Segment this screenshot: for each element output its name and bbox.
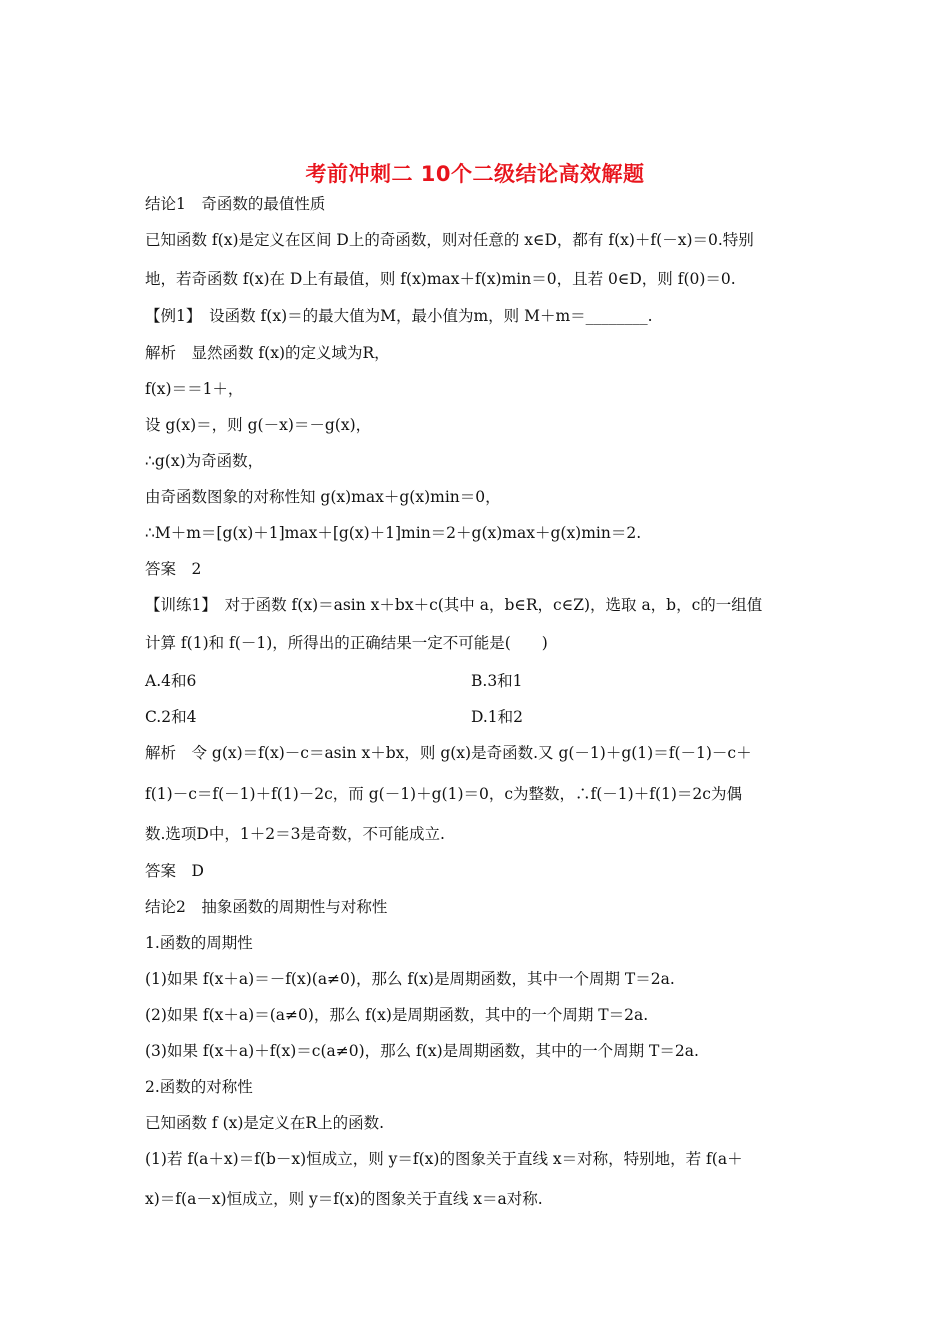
periodicity-item-1: (1)如果 f(x＋a)＝－f(x)(a≠0)，那么 f(x)是周期函数，其中一个周期 T＝2a. bbox=[145, 970, 675, 988]
symmetry-item-1: (1)若 f(a＋x)＝f(b－x)恒成立，则 y＝f(x)的图象关于直线 x＝对称，特别地，若 f(a＋ bbox=[145, 1150, 743, 1168]
paragraph-line: 地，若奇函数 f(x)在 D上有最值，则 f(x)max＋f(x)min＝0，且若 0∈D，则 f(0)＝0. bbox=[145, 270, 736, 288]
example-1-question: 【例1】 设函数 f(x)＝的最大值为M，最小值为m，则 M＋m＝________. bbox=[145, 307, 653, 325]
option-b: B.3和1 bbox=[471, 672, 523, 690]
solution-line: ∴M＋m＝[g(x)＋1]max＋[g(x)＋1]min＝2＋g(x)max＋g(x)min＝2. bbox=[145, 524, 642, 542]
periodicity-item-2: (2)如果 f(x＋a)＝(a≠0)，那么 f(x)是周期函数，其中的一个周期 T＝2a. bbox=[145, 1006, 649, 1024]
solution-line: f(x)＝＝1＋， bbox=[145, 380, 244, 398]
page-title: 考前冲刺二 10个二级结论高效解题 bbox=[305, 162, 645, 186]
answer-line: 答案 D bbox=[145, 862, 204, 880]
solution-line: 数.选项D中，1＋2＝3是奇数，不可能成立. bbox=[145, 825, 445, 843]
subsection-heading: 2.函数的对称性 bbox=[145, 1078, 253, 1096]
subsection-heading: 1.函数的周期性 bbox=[145, 934, 253, 952]
option-c: C.2和4 bbox=[145, 708, 197, 726]
conclusion-2-heading: 结论2 抽象函数的周期性与对称性 bbox=[145, 898, 388, 916]
paragraph-line: 已知函数 f (x)是定义在R上的函数. bbox=[145, 1114, 385, 1132]
symmetry-item-1: x)＝f(a－x)恒成立，则 y＝f(x)的图象关于直线 x＝a对称. bbox=[145, 1190, 543, 1208]
conclusion-1-heading: 结论1 奇函数的最值性质 bbox=[145, 195, 326, 213]
solution-line: 由奇函数图象的对称性知 g(x)max＋g(x)min＝0， bbox=[145, 488, 501, 506]
option-d: D.1和2 bbox=[471, 708, 524, 726]
periodicity-item-3: (3)如果 f(x＋a)＋f(x)＝c(a≠0)，那么 f(x)是周期函数，其中的一个周期 T＝2a. bbox=[145, 1042, 699, 1060]
solution-line: 设 g(x)＝，则 g(－x)＝－g(x)， bbox=[145, 416, 372, 434]
answer-line: 答案 2 bbox=[145, 560, 202, 578]
option-a: A.4和6 bbox=[145, 672, 197, 690]
solution-line: 解析 显然函数 f(x)的定义域为R， bbox=[145, 344, 390, 362]
solution-line: 解析 令 g(x)＝f(x)－c＝asin x＋bx，则 g(x)是奇函数.又 g(－1)＋g(1)＝f(－1)－c＋ bbox=[145, 744, 752, 762]
solution-line: ∴g(x)为奇函数， bbox=[145, 452, 264, 470]
exercise-1-question: 【训练1】 对于函数 f(x)＝asin x＋bx＋c(其中 a，b∈R，c∈Z)，选取 a，b，c的一组值 bbox=[145, 596, 763, 614]
exercise-1-question: 计算 f(1)和 f(－1)，所得出的正确结果一定不可能是( ) bbox=[145, 634, 548, 652]
solution-line: f(1)－c＝f(－1)＋f(1)－2c，而 g(－1)＋g(1)＝0，c为整数，∴f(－1)＋f(1)＝2c为偶 bbox=[145, 785, 742, 803]
paragraph-line: 已知函数 f(x)是定义在区间 D上的奇函数，则对任意的 x∈D，都有 f(x)＋f(－x)＝0.特别 bbox=[145, 231, 754, 249]
